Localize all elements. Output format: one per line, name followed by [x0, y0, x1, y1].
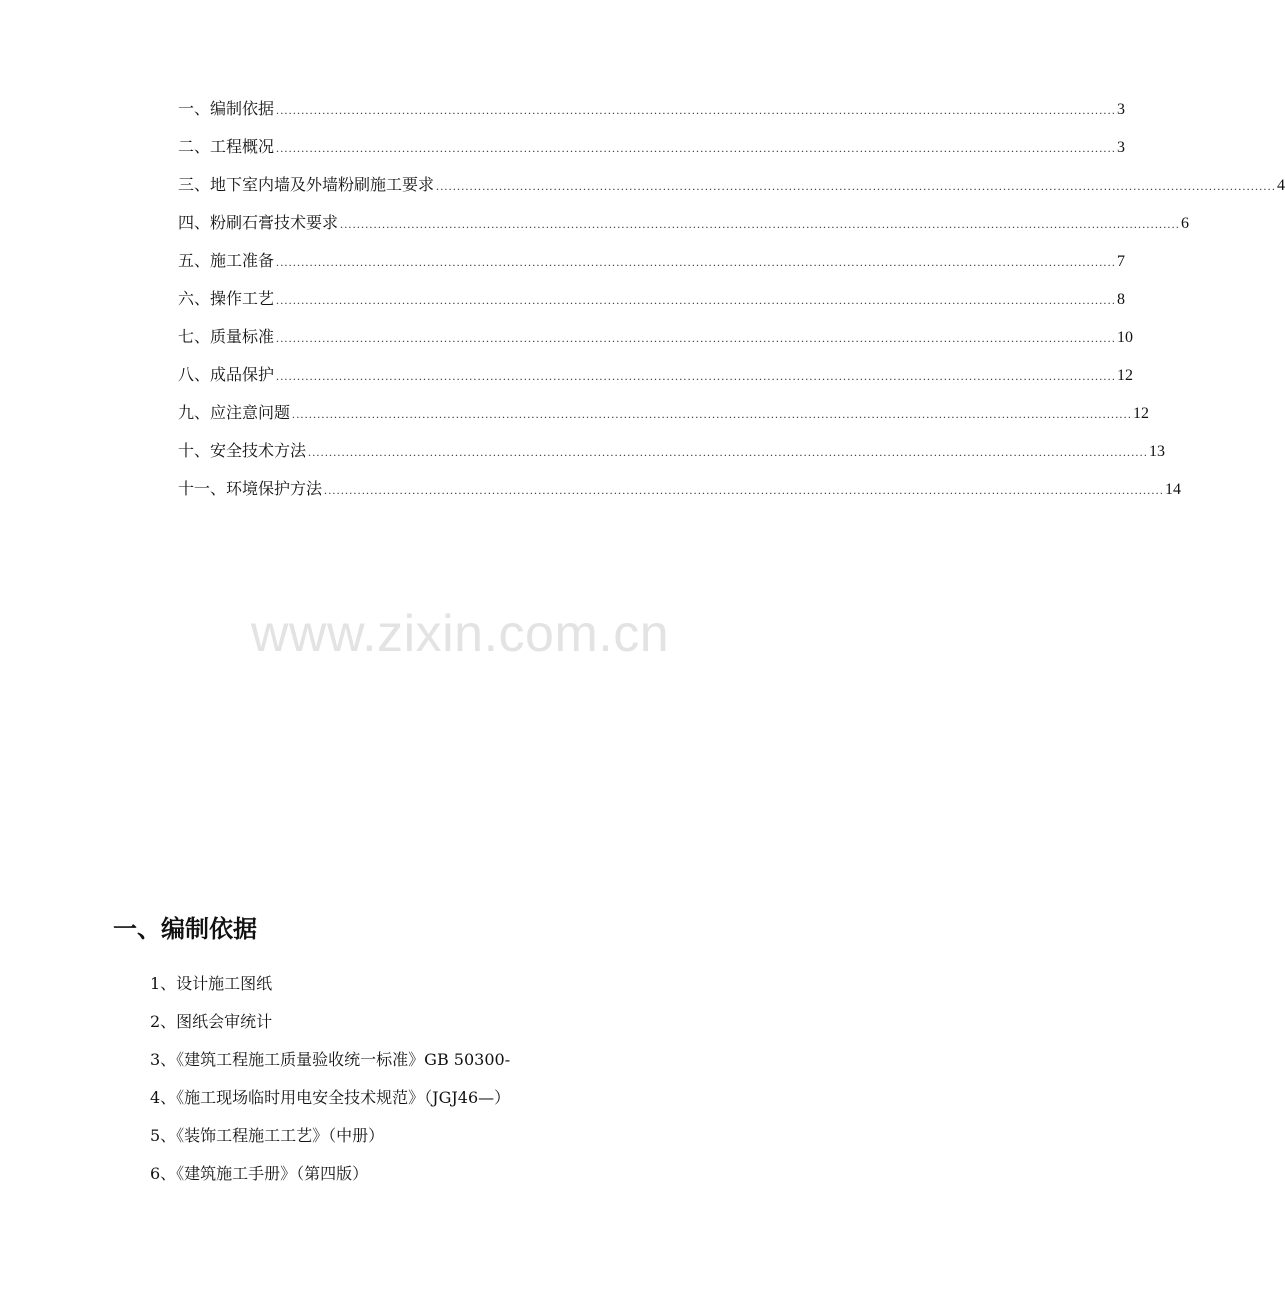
- toc-entry-page: 12: [1117, 367, 1134, 384]
- toc-leader-dots: ........................................................................................................................................................................................................: [276, 141, 1117, 155]
- reference-item: 6、《建筑施工手册》（第四版）: [150, 1164, 369, 1183]
- toc-leader-dots: ........................................................................................................................................................................................................: [276, 369, 1117, 383]
- toc-entry-page: 7: [1117, 253, 1126, 270]
- toc-entry-title: 五、施工准备: [178, 251, 275, 270]
- section-heading: 一、编制依据: [113, 915, 257, 943]
- toc-entry-title: 十、安全技术方法: [178, 441, 307, 460]
- toc-entry-page: 12: [1133, 405, 1150, 422]
- toc-entry[interactable]: [178, 476, 1182, 514]
- toc-entry-title: 七、质量标准: [178, 327, 275, 346]
- toc-entry[interactable]: [178, 324, 1134, 362]
- toc-entry[interactable]: [178, 96, 1126, 134]
- toc-leader-dots: ........................................................................................................................................................................................................: [276, 103, 1117, 117]
- toc-leader-dots: ........................................................................................................................................................................................................: [436, 179, 1277, 193]
- reference-item: 2、图纸会审统计: [150, 1012, 273, 1031]
- toc-leader-dots: ........................................................................................................................................................................................................: [276, 331, 1117, 345]
- toc-entry[interactable]: [178, 210, 1190, 248]
- toc-leader-dots: ........................................................................................................................................................................................................: [276, 255, 1117, 269]
- toc-entry[interactable]: [178, 286, 1126, 324]
- toc-entry[interactable]: [178, 362, 1134, 400]
- toc-leader-dots: ........................................................................................................................................................................................................: [324, 483, 1165, 497]
- reference-item: 1、设计施工图纸: [150, 974, 273, 993]
- reference-item: 5、《装饰工程施工工艺》（中册）: [150, 1126, 385, 1145]
- toc-entry-page: 3: [1117, 101, 1126, 118]
- toc-entry-title: 六、操作工艺: [178, 289, 275, 308]
- toc-entry-page: 3: [1117, 139, 1126, 156]
- reference-list: [150, 966, 510, 1194]
- toc-entry-title: 二、工程概况: [178, 137, 275, 156]
- toc-leader-dots: ........................................................................................................................................................................................................: [308, 445, 1149, 459]
- toc-entry-page: 13: [1149, 443, 1166, 460]
- toc-entry-page: 8: [1117, 291, 1126, 308]
- toc-leader-dots: ........................................................................................................................................................................................................: [292, 407, 1133, 421]
- watermark: www.zixin.com.cn: [250, 605, 670, 663]
- toc-leader-dots: ........................................................................................................................................................................................................: [276, 293, 1117, 307]
- toc-entry-title: 八、成品保护: [178, 365, 275, 384]
- toc-entry[interactable]: [178, 134, 1126, 172]
- table-of-contents: [178, 96, 1285, 514]
- toc-entry-title: 一、编制依据: [178, 99, 275, 118]
- toc-leader-dots: ........................................................................................................................................................................................................: [340, 217, 1181, 231]
- toc-entry-page: 14: [1165, 481, 1182, 498]
- reference-item: 4、《施工现场临时用电安全技术规范》（JGJ46—）: [150, 1088, 511, 1107]
- toc-entry-page: 4: [1277, 177, 1285, 194]
- toc-entry-title: 九、应注意问题: [178, 403, 291, 422]
- toc-entry-page: 6: [1181, 215, 1190, 232]
- toc-entry-title: 四、粉刷石膏技术要求: [178, 213, 339, 232]
- toc-entry-page: 10: [1117, 329, 1134, 346]
- toc-entry-title: 十一、环境保护方法: [178, 479, 323, 498]
- reference-item: 3、《建筑工程施工质量验收统一标准》GB 50300-: [150, 1050, 511, 1069]
- toc-entry[interactable]: [178, 172, 1285, 210]
- toc-entry[interactable]: [178, 438, 1166, 476]
- toc-entry[interactable]: [178, 248, 1126, 286]
- toc-entry[interactable]: [178, 400, 1150, 438]
- toc-entry-title: 三、地下室内墙及外墙粉刷施工要求: [178, 175, 435, 194]
